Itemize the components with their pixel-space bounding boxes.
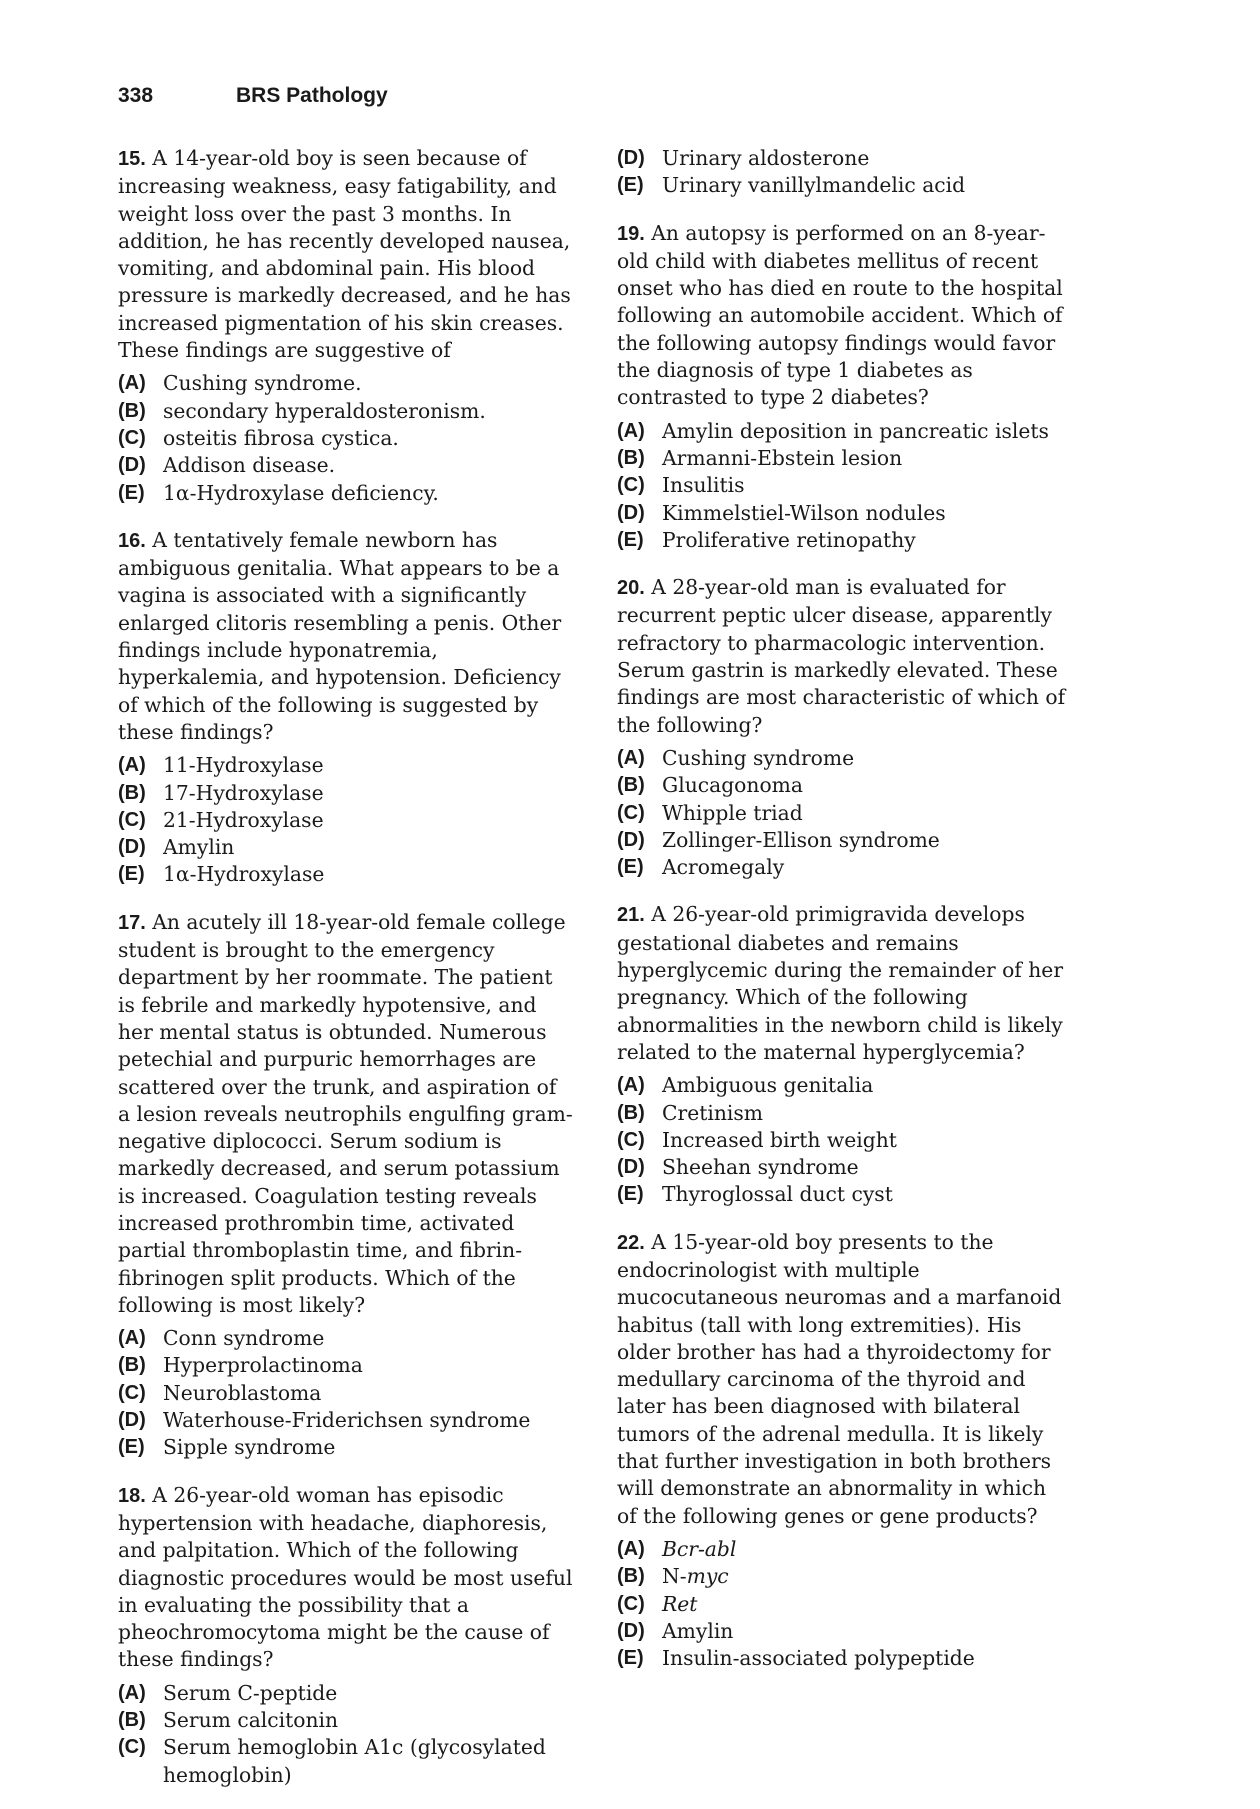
question-stem: A 14-year-old boy is seen because of increasing weakness, easy fatigability, and weight loss over the past 3 months. In addition, he has recently developed nausea, vomiting, and abdominal pain. His blood pressure is markedly decreased, and he has increased pigmentation of his skin creases. These findings are suggestive of (118, 146, 571, 363)
option-letter: (C) (118, 1381, 146, 1404)
option-text: Conn syndrome (163, 1326, 325, 1351)
option-letter: (A) (617, 419, 645, 442)
option-d (118, 834, 573, 861)
option-text: Neuroblastoma (163, 1380, 322, 1405)
option-text: Sheehan syndrome (662, 1155, 859, 1180)
option-text: Sipple syndrome (163, 1435, 336, 1460)
option-letter: (E) (617, 1183, 644, 1206)
option-text: 1α-Hydroxylase deficiency. (163, 480, 439, 505)
question-18-continued (617, 145, 1072, 200)
option-text: Glucagonoma (662, 773, 803, 798)
option-text: Serum C-peptide (163, 1680, 338, 1705)
option-c (118, 425, 573, 452)
option-text: Bcr-abl (662, 1536, 737, 1561)
question-stem: An autopsy is performed on an 8-year-old child with diabetes mellitus of recent onset who has died en route to the hospital following an automobile accident. Which of the following autopsy findings would favor the diagnosis of type 1 diabetes as contrasted to type 2 diabetes? (617, 220, 1063, 410)
question-stem: A tentatively female newborn has ambiguous genitalia. What appears to be a vagina is associated with a significantly enlarged clitoris resembling a penis. Other findings include hyponatremia, hyperkalemia, and hypotension. Deficiency of which of the following is suggested by these findings? (118, 527, 562, 744)
option-letter: (C) (118, 1736, 146, 1759)
right-column (617, 145, 1072, 1692)
option-letter: (B) (617, 1101, 645, 1124)
option-letter: (E) (617, 174, 644, 197)
option-e (118, 1434, 573, 1461)
option-letter: (B) (617, 446, 645, 469)
option-text: Whipple triad (662, 800, 803, 825)
option-text: Insulin-associated polypeptide (662, 1646, 975, 1671)
option-e (617, 172, 1072, 199)
option-c (617, 1127, 1072, 1154)
option-text: Waterhouse-Friderichsen syndrome (163, 1408, 531, 1433)
option-text: 11-Hydroxylase (163, 753, 324, 778)
option-letter: (C) (617, 1128, 645, 1151)
option-a (617, 1072, 1072, 1099)
option-text: 17-Hydroxylase (163, 780, 324, 805)
option-letter: (C) (617, 1592, 645, 1615)
option-letter: (D) (617, 828, 645, 851)
option-text: Amylin (662, 1618, 734, 1643)
question-16 (118, 527, 573, 889)
option-letter: (E) (118, 1436, 145, 1459)
option-text: Serum hemoglobin A1c (glycosylated hemoglobin) (163, 1735, 546, 1787)
question-stem: A 26-year-old primigravida develops gestational diabetes and remains hyperglycemic during the remainder of her pregnancy. Which of the following abnormalities in the newborn child is likely related to the maternal hyperglycemia? (617, 902, 1064, 1064)
option-text: osteitis fibrosa cystica. (163, 425, 399, 450)
option-letter: (E) (617, 1647, 644, 1670)
option-b (617, 445, 1072, 472)
option-letter: (A) (617, 1537, 645, 1560)
option-letter: (D) (118, 454, 146, 477)
option-text: Insulitis (662, 473, 745, 498)
option-letter: (A) (118, 1681, 146, 1704)
option-text: Proliferative retinopathy (662, 527, 916, 552)
option-d (617, 1154, 1072, 1181)
option-letter: (C) (617, 474, 645, 497)
option-a (617, 745, 1072, 772)
question-number: 21. (617, 904, 645, 927)
option-a (118, 752, 573, 779)
question-number: 16. (118, 529, 146, 552)
option-letter: (D) (617, 501, 645, 524)
option-text: Ret (662, 1591, 698, 1616)
option-text: 21-Hydroxylase (163, 807, 324, 832)
option-text: Thyroglossal duct cyst (662, 1182, 893, 1207)
option-e (617, 1645, 1072, 1672)
option-letter: (A) (617, 1074, 645, 1097)
option-text: Cushing syndrome. (163, 371, 362, 396)
page-header (118, 84, 388, 108)
option-text-italic: myc (686, 1564, 729, 1589)
option-a (118, 1680, 573, 1707)
option-letter: (A) (617, 746, 645, 769)
option-c (118, 1380, 573, 1407)
option-text: Cretinism (662, 1100, 764, 1125)
option-c (118, 1734, 573, 1789)
option-letter: (E) (118, 481, 145, 504)
book-title: BRS Pathology (236, 84, 388, 107)
option-a (617, 1536, 1072, 1563)
question-stem: A 26-year-old woman has episodic hypertension with headache, diaphoresis, and palpitation. Which of the following diagnostic procedures would be most useful in evaluating the possibility that a pheochromocytoma might be the cause of these findings? (118, 1482, 573, 1672)
option-text: Increased birth weight (662, 1127, 897, 1152)
option-letter: (B) (617, 774, 645, 797)
option-text: Kimmelstiel-Wilson nodules (662, 500, 946, 525)
option-d (617, 500, 1072, 527)
option-text: Zollinger-Ellison syndrome (662, 827, 940, 852)
option-text: Urinary vanillylmandelic acid (662, 173, 966, 198)
option-e (118, 861, 573, 888)
option-text: Acromegaly (662, 855, 785, 880)
question-15 (118, 145, 573, 507)
question-20 (617, 574, 1072, 881)
option-d (617, 827, 1072, 854)
option-letter: (E) (118, 863, 145, 886)
option-text: Amylin deposition in pancreatic islets (662, 418, 1049, 443)
option-b (118, 1707, 573, 1734)
question-17 (118, 909, 573, 1462)
question-stem: A 15-year-old boy presents to the endocrinologist with multiple mucocutaneous neuromas and a marfanoid habitus (tall with long extremities). His older brother has had a thyroidectomy for medullary carcinoma of the thyroid and later has been diagnosed with bilateral tumors of the adrenal medulla. It is likely that further investigation in both brothers will demonstrate an abnormality in which of the following genes or gene products? (617, 1229, 1062, 1528)
option-letter: (B) (118, 781, 146, 804)
option-text-prefix: N- (662, 1564, 687, 1589)
question-stem: An acutely ill 18-year-old female college student is brought to the emergency department by her roommate. The patient is febrile and markedly hypotensive, and her mental status is obtunded. Numerous petechial and purpuric hemorrhages are scattered over the trunk, and aspiration of a lesion reveals neutrophils engulfing gram-negative diplococci. Serum sodium is markedly decreased, and serum potassium is increased. Coagulation testing reveals increased prothrombin time, activated partial thromboplastin time, and fibrin-fibrinogen split products. Which of the following is most likely? (118, 909, 573, 1317)
option-text: Addison disease. (163, 453, 336, 478)
option-letter: (D) (617, 1156, 645, 1179)
option-b (617, 1563, 1072, 1590)
option-letter: (C) (118, 426, 146, 449)
option-b (617, 772, 1072, 799)
option-c (617, 472, 1072, 499)
option-b (118, 398, 573, 425)
option-text: Hyperprolactinoma (163, 1353, 363, 1378)
option-a (118, 1325, 573, 1352)
option-e (617, 1181, 1072, 1208)
option-letter: (E) (617, 528, 644, 551)
option-d (617, 145, 1072, 172)
option-a (118, 370, 573, 397)
question-number: 22. (617, 1231, 645, 1254)
option-e (617, 527, 1072, 554)
option-letter: (A) (118, 372, 146, 395)
option-letter: (A) (118, 754, 146, 777)
option-c (118, 807, 573, 834)
option-b (118, 780, 573, 807)
question-18 (118, 1482, 573, 1789)
option-b (118, 1352, 573, 1379)
option-d (118, 452, 573, 479)
option-d (118, 1407, 573, 1434)
option-letter: (B) (118, 399, 146, 422)
page-number: 338 (118, 84, 154, 107)
option-text: Amylin (163, 835, 235, 860)
question-number: 17. (118, 911, 146, 934)
option-c (617, 800, 1072, 827)
question-19 (617, 220, 1072, 555)
option-text: Ambiguous genitalia (662, 1073, 874, 1098)
option-text: Urinary aldosterone (662, 146, 870, 170)
option-d (617, 1618, 1072, 1645)
option-letter: (D) (118, 1409, 146, 1432)
option-e (118, 480, 573, 507)
option-letter: (B) (617, 1565, 645, 1588)
question-number: 19. (617, 222, 645, 245)
option-text: Serum calcitonin (163, 1708, 339, 1733)
question-number: 18. (118, 1484, 146, 1507)
option-text: Cushing syndrome (662, 745, 855, 770)
option-letter: (D) (118, 836, 146, 859)
option-letter: (B) (118, 1709, 146, 1732)
option-b (617, 1100, 1072, 1127)
option-e (617, 854, 1072, 881)
option-c (617, 1591, 1072, 1618)
option-text: secondary hyperaldosteronism. (163, 398, 486, 423)
question-21 (617, 901, 1072, 1208)
option-letter: (D) (617, 1619, 645, 1642)
question-stem: A 28-year-old man is evaluated for recurrent peptic ulcer disease, apparently refractory to pharmacologic intervention. Serum gastrin is markedly elevated. These findings are most characteristic of which of the following? (617, 575, 1066, 737)
option-letter: (B) (118, 1354, 146, 1377)
option-letter: (C) (617, 801, 645, 824)
option-text: Armanni-Ebstein lesion (662, 445, 903, 470)
left-column (118, 145, 573, 1809)
option-letter: (E) (617, 856, 644, 879)
option-letter: (D) (617, 147, 645, 169)
question-number: 15. (118, 148, 146, 170)
question-number: 20. (617, 577, 645, 600)
option-letter: (C) (118, 808, 146, 831)
option-a (617, 418, 1072, 445)
option-letter: (A) (118, 1327, 146, 1350)
option-text: 1α-Hydroxylase (163, 862, 325, 887)
question-22 (617, 1229, 1072, 1673)
